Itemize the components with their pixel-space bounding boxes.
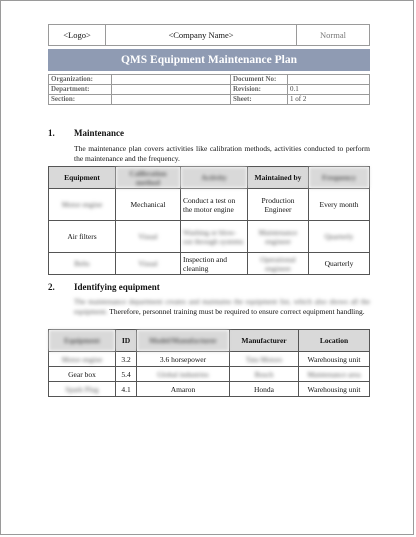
table-cell: Every month (309, 189, 370, 221)
sheet-label: Sheet: (231, 95, 288, 105)
section-2-heading (48, 282, 160, 292)
equipment-table (48, 329, 370, 397)
document-meta-table (48, 74, 370, 105)
section-2-text-clear: Therefore, personnel training must be required to ensure correct equipment handling. (109, 307, 365, 316)
section-value (112, 95, 231, 105)
document-no-value (288, 75, 370, 85)
department-label: Department: (49, 85, 112, 95)
table-cell: Inspection and cleaning (181, 253, 248, 275)
organization-value (112, 75, 231, 85)
logo-placeholder: <Logo> (49, 25, 106, 46)
table-cell: Tata Motors (230, 352, 299, 367)
table-cell: Maintenance engineer (248, 221, 309, 253)
revision-label: Revision: (231, 85, 288, 95)
table-cell: Operational engineer (248, 253, 309, 275)
table-cell: 4.1 (116, 382, 137, 397)
table-cell: 5.4 (116, 367, 137, 382)
maintenance-col-maintained-by: Maintained by (248, 167, 309, 189)
table-cell: Honda (230, 382, 299, 397)
table-cell: Spark Plug (49, 382, 116, 397)
maintenance-col-calibration: Calibration method (116, 167, 181, 189)
section-2-text-blurred: The maintenance department creates and maintains the equipment list, which also shows all the equipment. (74, 297, 370, 316)
table-cell: Conduct a test on the motor engine (181, 189, 248, 221)
equipment-col-model: Model/Manufacturer (137, 330, 230, 352)
table-row (49, 367, 370, 382)
maintenance-table (48, 166, 370, 275)
equipment-col-manufacturer: Manufacturer (230, 330, 299, 352)
section-2-number: 2. (48, 282, 55, 292)
table-cell: Maintenance area (299, 367, 370, 382)
table-row (49, 221, 370, 253)
table-row (49, 189, 370, 221)
sheet-value: 1 of 2 (288, 95, 370, 105)
table-cell: Amaron (137, 382, 230, 397)
section-2-text (74, 297, 370, 317)
table-cell: Gear box (49, 367, 116, 382)
section-2-title: Identifying equipment (74, 282, 160, 292)
style-label: Normal (297, 25, 370, 46)
table-cell: Bosch (230, 367, 299, 382)
table-cell: Motor engine (49, 189, 116, 221)
organization-label: Organization: (49, 75, 112, 85)
table-cell: Production Engineer (248, 189, 309, 221)
table-row (49, 352, 370, 367)
table-cell: Visual (116, 221, 181, 253)
maintenance-col-equipment: Equipment (49, 167, 116, 189)
revision-value: 0.1 (288, 85, 370, 95)
section-1-heading (48, 128, 124, 138)
table-cell: Global industries (137, 367, 230, 382)
table-cell: Quarterly (309, 221, 370, 253)
table-cell: Warehousing unit (299, 382, 370, 397)
maintenance-col-frequency: Frequency (309, 167, 370, 189)
table-cell: 3.2 (116, 352, 137, 367)
section-1-text: The maintenance plan covers activities like calibration methods, activities conducted to perform the maintenance and the frequency. (74, 144, 370, 163)
table-cell: Warehousing unit (299, 352, 370, 367)
department-value (112, 85, 231, 95)
equipment-col-equipment: Equipment (49, 330, 116, 352)
table-cell: Visual (116, 253, 181, 275)
table-cell: Quarterly (309, 253, 370, 275)
table-cell: Belts (49, 253, 116, 275)
table-cell: Air filters (49, 221, 116, 253)
maintenance-col-activity: Activity (181, 167, 248, 189)
table-row (49, 382, 370, 397)
section-1-title: Maintenance (74, 128, 124, 138)
table-cell: Mechanical (116, 189, 181, 221)
table-cell: Washing or blow-out through systems (181, 221, 248, 253)
document-header (48, 24, 370, 46)
equipment-col-location: Location (299, 330, 370, 352)
table-cell: 3.6 horsepower (137, 352, 230, 367)
company-name: <Company Name> (106, 25, 297, 46)
document-no-label: Document No: (231, 75, 288, 85)
table-cell: Motor engine (49, 352, 116, 367)
section-1-number: 1. (48, 128, 55, 138)
table-row (49, 253, 370, 275)
equipment-col-id: ID (116, 330, 137, 352)
section-label: Section: (49, 95, 112, 105)
document-title: QMS Equipment Maintenance Plan (48, 49, 370, 71)
